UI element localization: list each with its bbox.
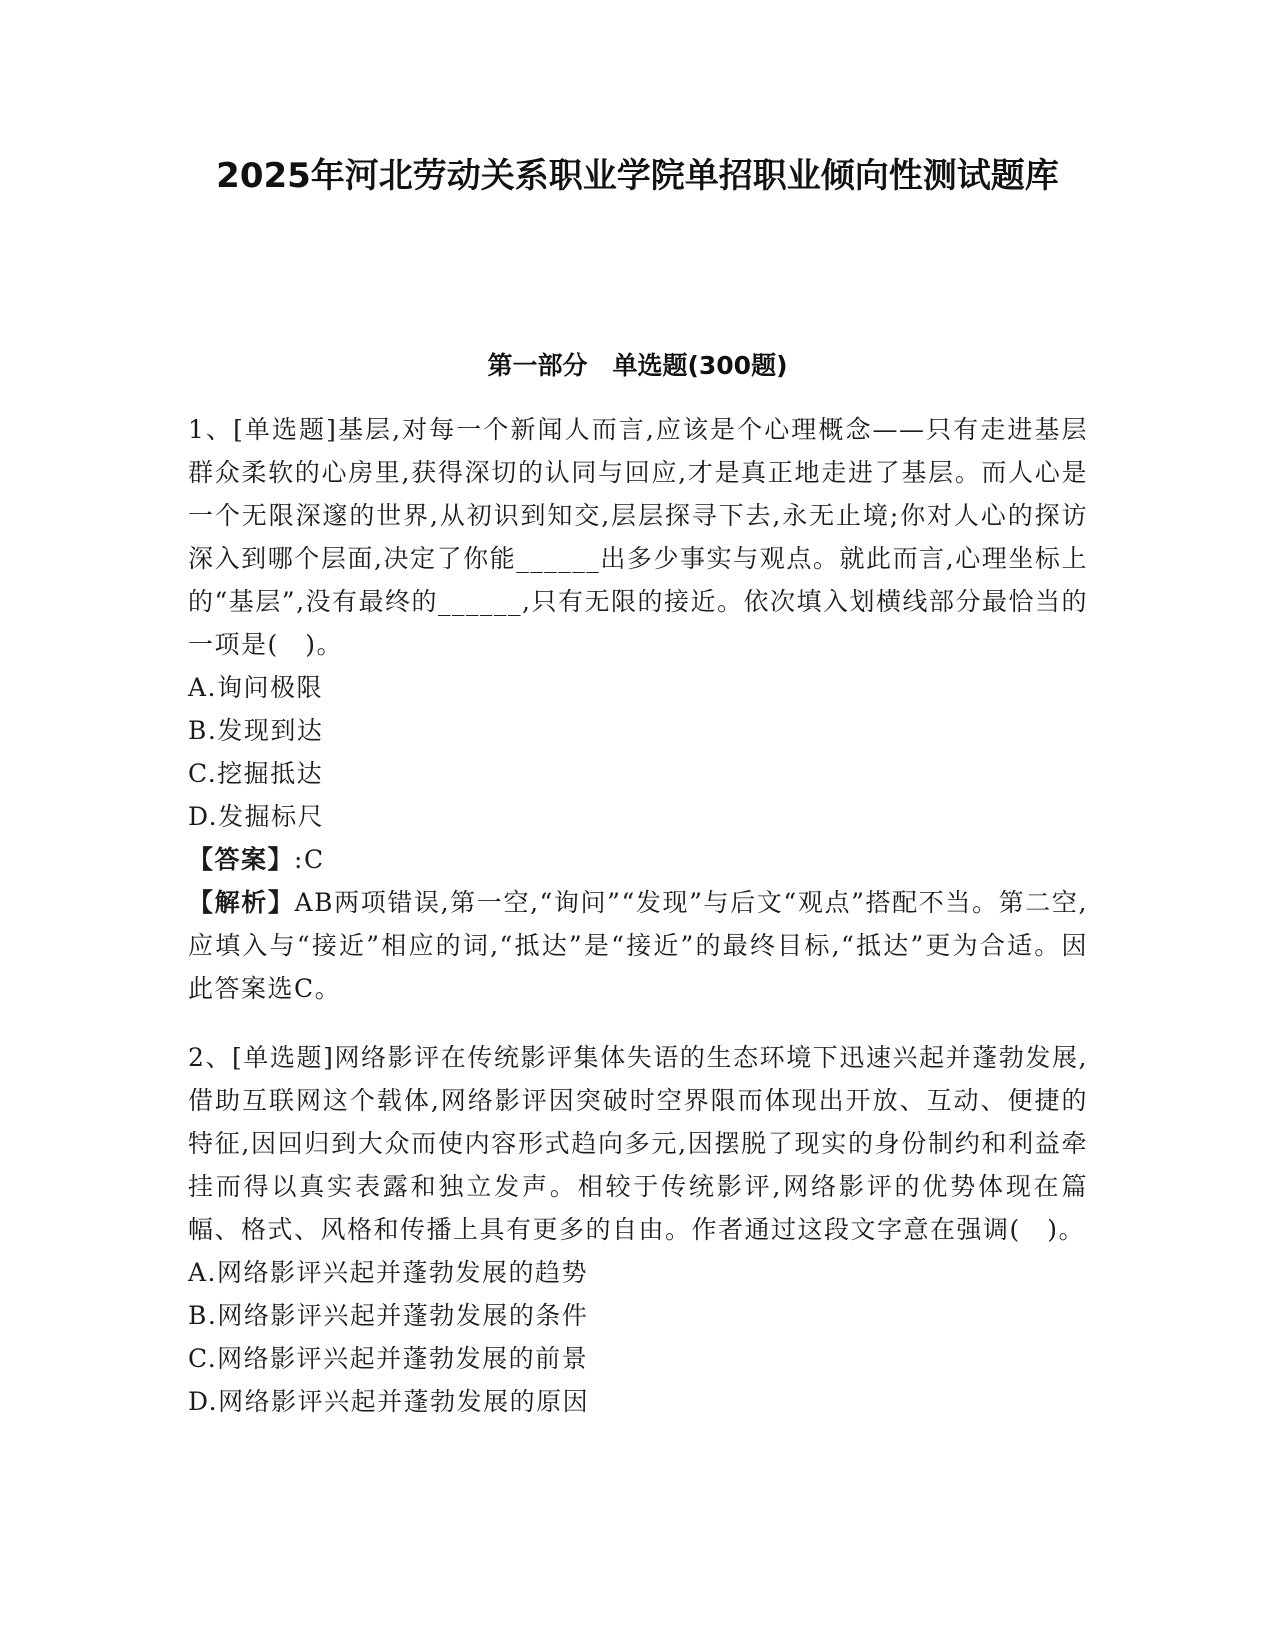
option-d: D.发掘标尺 xyxy=(188,802,325,831)
option-b: B.网络影评兴起并蓬勃发展的条件 xyxy=(188,1301,589,1330)
question-1 xyxy=(188,408,1088,1010)
option-a: A.询问极限 xyxy=(188,673,324,702)
analysis-text: AB两项错误,第一空,“询问”“发现”与后文“观点”搭配不当。第二空,应填入与“接近”相应的词,“抵达”是“接近”的最终目标,“抵达”更为合适。因此答案选C。 xyxy=(188,888,1088,1003)
answer-value: :C xyxy=(294,845,325,874)
option-d: D.网络影评兴起并蓬勃发展的原因 xyxy=(188,1387,590,1416)
question-2 xyxy=(188,1036,1088,1423)
answer-label: 【答案】 xyxy=(188,845,295,874)
section-heading: 第一部分 单选题(300题) xyxy=(487,351,788,380)
analysis xyxy=(188,881,1088,1010)
option-b: B.发现到达 xyxy=(188,716,324,745)
option-a: A.网络影评兴起并蓬勃发展的趋势 xyxy=(188,1258,589,1287)
option-c: C.网络影评兴起并蓬勃发展的前景 xyxy=(188,1344,589,1373)
question-stem: 1、[单选题]基层,对每一个新闻人而言,应该是个心理概念——只有走进基层群众柔软的心房里,获得深切的认同与回应,才是真正地走进了基层。而人心是一个无限深邃的世界,从初识到知交,层层探寻下去,永无止境;你对人心的探访深入到哪个层面,决定了你能______出多少事实与观点。就此而言,心理坐标上的“基层”,没有最终的______,只有无限的接近。依次填入划横线部分最恰当的一项是( )。 xyxy=(188,415,1088,659)
question-stem: 2、[单选题]网络影评在传统影评集体失语的生态环境下迅速兴起并蓬勃发展,借助互联网这个载体,网络影评因突破时空界限而体现出开放、互动、便捷的特征,因回归到大众而使内容形式趋向多元,因摆脱了现实的身份制约和利益牵挂而得以真实表露和独立发声。相较于传统影评,网络影评的优势体现在篇幅、格式、风格和传播上具有更多的自由。作者通过这段文字意在强调( )。 xyxy=(188,1043,1088,1244)
document-title: 2025年河北劳动关系职业学院单招职业倾向性测试题库 xyxy=(216,156,1059,196)
answer xyxy=(188,838,1088,881)
analysis-label: 【解析】 xyxy=(188,888,295,917)
option-c: C.挖掘抵达 xyxy=(188,759,324,788)
